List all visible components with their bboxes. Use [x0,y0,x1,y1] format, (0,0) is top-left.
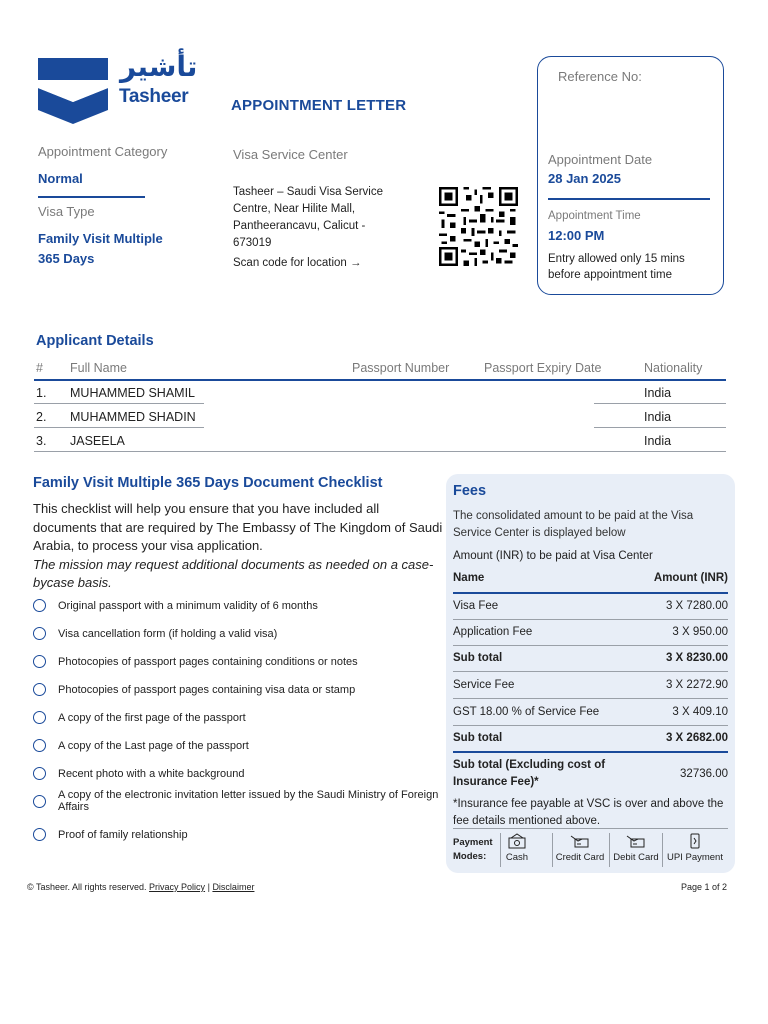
fee-name: Visa Fee [453,600,499,612]
fee-row [453,598,728,614]
checklist-item-label: A copy of the electronic invitation letter issued by the Saudi Ministry of Foreign Affairs [58,789,439,813]
checklist-item-label: Photocopies of passport pages containing conditions or notes [58,655,358,668]
checkbox-icon[interactable] [33,767,46,780]
fee-amount: 3 X 409.10 [672,706,728,718]
fee-amount: 3 X 8230.00 [665,652,728,664]
scan-location-text: Scan code for location → [233,257,362,269]
fees-amount-caption: Amount (INR) to be paid at Visa Center [453,550,653,562]
fee-name: GST 18.00 % of Service Fee [453,706,600,718]
checklist-item[interactable] [33,627,443,640]
upi-phone-icon [687,833,703,849]
checkbox-icon[interactable] [33,599,46,612]
reference-label: Reference No: [558,69,642,84]
footer [27,882,254,892]
table-row-name: MUHAMMED SHAMIL [70,386,196,400]
checklist-item-label: Visa cancellation form (if holding a valid visa) [58,627,278,640]
table-row-nationality: India [644,386,672,400]
checklist-note: The mission may request additional documents as needed on a case-bycase basis. [33,556,434,590]
disclaimer-link[interactable]: Disclaimer [212,882,255,892]
appointment-time-value: 12:00 PM [548,228,605,243]
fee-row [453,677,728,693]
fee-amount: 3 X 2682.00 [665,732,728,744]
column-header-passport-number: Passport Number [352,361,450,375]
checklist-intro-text: This checklist will help you ensure that you have included all documents that are required by The Embassy of The Kingdom of Saudi Arabia, to process your visa application. [33,501,443,553]
credit-card-icon [570,833,590,849]
fee-row [453,704,728,720]
checklist-item-label: A copy of the first page of the passport [58,711,246,724]
row-divider [34,427,204,428]
fee-name: Sub total [453,732,503,744]
checklist-heading: Family Visit Multiple 365 Days Document Checklist [33,475,383,491]
fee-grand-total-label: Sub total (Excluding cost of Insurance Fee)* [453,759,606,788]
payment-mode-label: Cash [505,852,529,863]
table-header-divider [34,379,726,381]
appointment-time-label: Appointment Time [548,210,641,222]
checklist-item-label: Proof of family relationship [58,828,188,841]
debit-card-icon [626,833,646,849]
row-divider [453,828,728,829]
checklist-item[interactable] [33,683,443,696]
tasheer-logo-icon [38,58,108,124]
insurance-note: *Insurance fee payable at VSC is over and above the fee details mentioned above. [453,798,724,827]
row-divider [594,403,726,404]
fee-subtotal-row [453,730,728,746]
privacy-policy-link[interactable]: Privacy Policy [149,882,206,892]
row-divider [453,645,728,646]
page-title: APPOINTMENT LETTER [231,97,407,114]
page-number: Page 1 of 2 [681,882,728,892]
fee-name: Sub total [453,652,503,664]
payment-mode-debit-card [611,833,661,867]
checkbox-icon[interactable] [33,795,46,808]
fee-grand-total-row [453,757,728,791]
checkbox-icon[interactable] [33,627,46,640]
visa-type-label: Visa Type [38,204,95,219]
fees-heading: Fees [453,483,487,499]
payment-mode-label: Credit Card [555,852,605,863]
fees-total-divider [453,751,728,753]
applicant-details-heading: Applicant Details [36,333,154,349]
checklist-item[interactable] [33,711,443,724]
checkbox-icon[interactable] [33,711,46,724]
column-header-full-name: Full Name [70,361,127,375]
cash-icon [508,833,526,849]
brand-name: Tasheer [119,86,189,107]
fee-name: Application Fee [453,626,533,638]
divider [500,833,501,867]
divider [552,833,553,867]
table-row-nationality: India [644,410,672,424]
table-row-number: 3. [36,434,47,448]
fees-header-divider [453,592,728,594]
checklist-item[interactable] [33,655,443,668]
fee-amount: 3 X 950.00 [672,626,728,638]
appointment-date-label: Appointment Date [548,152,653,167]
category-label: Appointment Category [38,144,168,159]
qr-code-icon[interactable] [439,187,518,266]
table-row-name: MUHAMMED SHADIN [70,410,196,424]
checklist-item-label: Original passport with a minimum validity of 6 months [58,599,318,612]
category-value: Normal [38,171,83,186]
table-row-name: JASEELA [70,434,125,448]
row-divider [453,671,728,672]
checklist-item-label: Recent photo with a white background [58,767,245,780]
visa-type-value-line2: 365 Days [38,251,95,266]
checkbox-icon[interactable] [33,683,46,696]
fee-name: Service Fee [453,679,515,691]
entry-note: Entry allowed only 15 mins before appointment time [548,253,685,281]
column-header-number: # [36,361,43,375]
checklist-item[interactable] [33,789,443,813]
column-header-nationality: Nationality [644,361,703,375]
divider [662,833,663,867]
divider [609,833,610,867]
column-header-name: Name [453,572,485,584]
fee-amount: 3 X 2272.90 [665,679,728,691]
payment-modes-label: Payment Modes: [453,837,493,862]
checkbox-icon[interactable] [33,828,46,841]
checklist-item[interactable] [33,828,443,841]
payment-mode-upi [664,833,726,867]
checklist-item[interactable] [33,599,443,612]
vsc-address: Tasheer – Saudi Visa Service Centre, Near Hilite Mall, Pantheerancavu, Calicut - 673019 [233,186,384,249]
fee-row [453,624,728,640]
copyright-text: © Tasheer. All rights reserved. [27,882,147,892]
payment-mode-cash [503,833,531,867]
table-row-nationality: India [644,434,672,448]
table-row-number: 1. [36,386,47,400]
checklist-item-label: Photocopies of passport pages containing visa data or stamp [58,683,356,696]
row-divider [594,427,726,428]
fees-description: The consolidated amount to be paid at the Visa Service Center is displayed below [453,510,694,539]
payment-mode-credit-card [554,833,606,867]
checklist-item-label: A copy of the Last page of the passport [58,739,249,752]
appointment-date-value: 28 Jan 2025 [548,171,622,186]
checklist-item[interactable] [33,767,443,780]
checklist-intro [33,500,443,593]
row-divider [453,725,728,726]
column-header-passport-expiry: Passport Expiry Date [484,361,602,375]
divider [548,198,710,200]
row-divider [453,698,728,699]
checkbox-icon[interactable] [33,739,46,752]
visa-type-value: Family Visit Multiple [38,231,163,246]
row-divider [34,403,204,404]
footer-separator: | [207,882,210,892]
table-row-number: 2. [36,410,47,424]
checkbox-icon[interactable] [33,655,46,668]
vsc-label: Visa Service Center [233,147,348,162]
fees-table-header [453,571,728,585]
fee-amount: 3 X 7280.00 [665,600,728,612]
row-divider [453,619,728,620]
brand-name-arabic: تأشير [120,50,198,83]
fee-grand-total-value: 32736.00 [680,768,728,780]
column-header-amount: Amount (INR) [653,572,728,584]
divider [38,196,145,198]
checklist-item[interactable] [33,739,443,752]
payment-mode-label: UPI Payment [667,852,723,863]
fee-subtotal-row [453,650,728,666]
row-divider [34,451,726,452]
payment-mode-label: Debit Card [613,852,659,863]
